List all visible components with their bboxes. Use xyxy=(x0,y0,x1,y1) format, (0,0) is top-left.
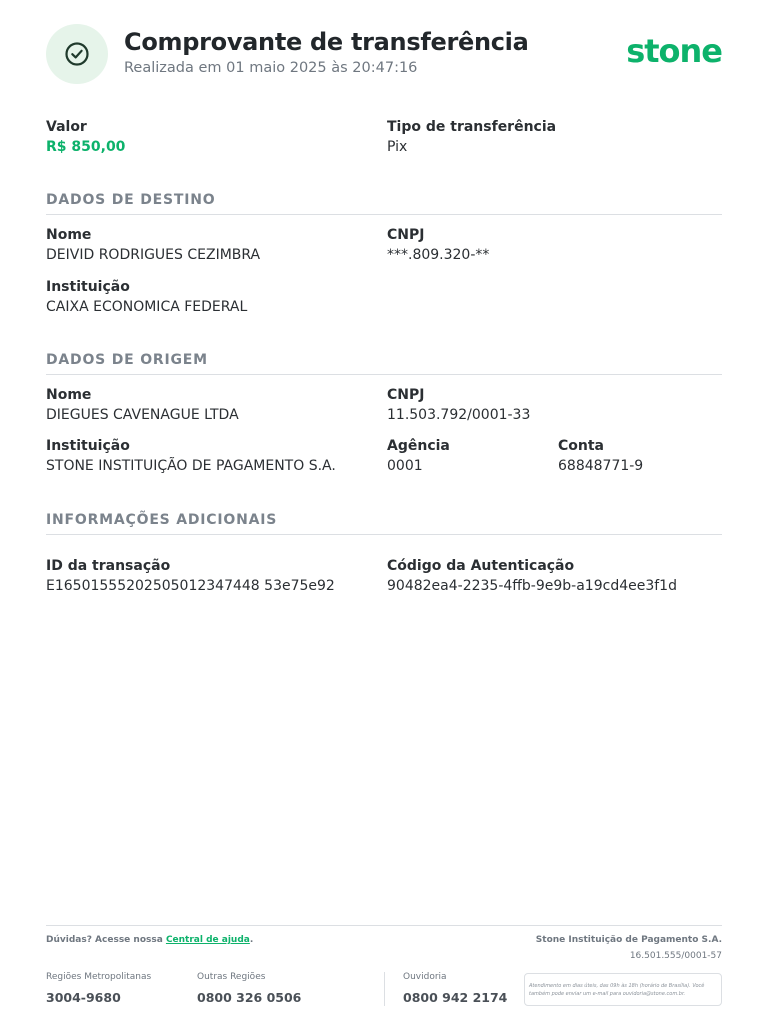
destino-nome-field xyxy=(46,227,260,263)
destino-instituicao-label: Instituição xyxy=(46,279,130,295)
origem-instituicao-label: Instituição xyxy=(46,438,130,454)
metro-phone: 3004-9680 xyxy=(46,990,121,1005)
transaction-id-label: ID da transação xyxy=(46,558,171,574)
auth-code-label: Código da Autenticação xyxy=(387,558,575,574)
origem-agencia-label: Agência xyxy=(387,438,450,454)
tipo-field xyxy=(387,119,556,155)
receipt-header xyxy=(46,24,722,84)
metro-label: Regiões Metropolitanas xyxy=(46,972,152,982)
valor-field xyxy=(46,119,125,155)
page-subtitle: Realizada em 01 maio 2025 às 20:47:16 xyxy=(124,60,418,76)
auth-code-field xyxy=(387,558,677,594)
section-destino-title: DADOS DE DESTINO xyxy=(46,192,216,208)
valor-value: R$ 850,00 xyxy=(46,139,126,155)
destino-cnpj-label: CNPJ xyxy=(387,227,425,243)
check-circle-icon xyxy=(46,24,108,84)
destino-instituicao-value: CAIXA ECONOMICA FEDERAL xyxy=(46,299,248,315)
ouvidoria-phone: 0800 942 2174 xyxy=(403,990,508,1005)
origem-nome-value: DIEGUES CAVENAGUE LTDA xyxy=(46,407,239,423)
footer-vertical-divider xyxy=(384,972,385,1006)
origem-instituicao-field xyxy=(46,438,336,474)
help-text xyxy=(46,935,253,945)
origem-conta-field xyxy=(558,438,643,474)
transaction-id-value: E16501555202505012347448 53e75e92 xyxy=(46,578,335,594)
page-title: Comprovante de transferência xyxy=(124,28,529,56)
destino-cnpj-value: ***.809.320-** xyxy=(387,247,490,263)
section-origem xyxy=(46,349,722,375)
transaction-id-field xyxy=(46,558,335,594)
origem-instituicao-value: STONE INSTITUIÇÃO DE PAGAMENTO S.A. xyxy=(46,458,336,474)
auth-code-value: 90482ea4-2235-4ffb-9e9b-a19cd4ee3f1d xyxy=(387,578,677,594)
valor-label: Valor xyxy=(46,119,87,135)
help-suffix: . xyxy=(249,935,254,945)
origem-conta-label: Conta xyxy=(558,438,604,454)
origem-nome-label: Nome xyxy=(46,387,92,403)
destino-nome-value: DEIVID RODRIGUES CEZIMBRA xyxy=(46,247,261,263)
origem-cnpj-label: CNPJ xyxy=(387,387,425,403)
origem-cnpj-value: 11.503.792/0001-33 xyxy=(387,407,531,423)
origem-cnpj-field xyxy=(387,387,530,423)
help-center-link[interactable]: Central de ajuda xyxy=(165,935,250,945)
destino-instituicao-field xyxy=(46,279,247,315)
company-cnpj: 16.501.555/0001-57 xyxy=(629,951,722,961)
footer-divider xyxy=(46,925,722,926)
ouvidoria-notice: Atendimento em dias úteis, das 09h às 18h (horário de Brasília). Você também pode enviar um e-mail para ouvidoria@stone.com.br. xyxy=(524,973,722,1006)
origem-conta-value: 68848771-9 xyxy=(558,458,644,474)
destino-nome-label: Nome xyxy=(46,227,92,243)
ouvidoria-label: Ouvidoria xyxy=(403,972,447,982)
origem-agencia-field xyxy=(387,438,450,474)
destino-cnpj-field xyxy=(387,227,489,263)
other-regions-phone: 0800 326 0506 xyxy=(197,990,302,1005)
origem-agencia-value: 0001 xyxy=(387,458,423,474)
help-prefix: Dúvidas? Acesse nossa xyxy=(46,935,166,945)
section-destino xyxy=(46,189,722,215)
tipo-label: Tipo de transferência xyxy=(387,119,557,135)
section-adicionais-title: INFORMAÇÕES ADICIONAIS xyxy=(46,512,278,528)
section-adicionais xyxy=(46,509,722,535)
tipo-value: Pix xyxy=(387,139,408,155)
section-origem-title: DADOS DE ORIGEM xyxy=(46,352,208,368)
origem-nome-field xyxy=(46,387,239,423)
company-name: Stone Instituição de Pagamento S.A. xyxy=(535,935,722,945)
other-regions-label: Outras Regiões xyxy=(197,972,266,982)
stone-logo: stone xyxy=(626,32,722,70)
